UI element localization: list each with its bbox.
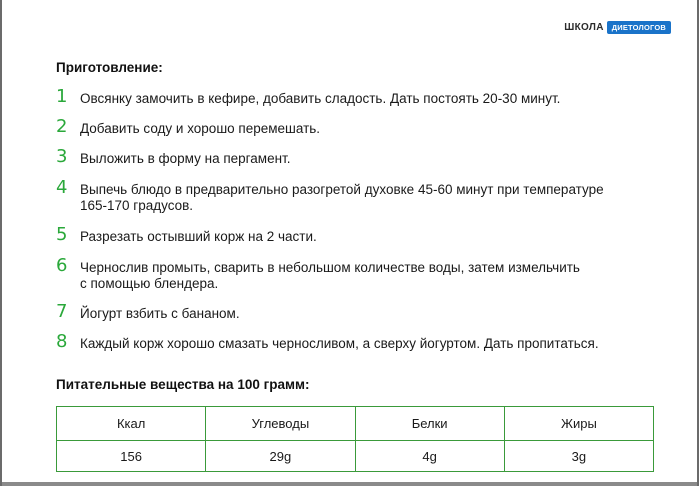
value-kcal: 156 bbox=[57, 441, 206, 472]
step-item bbox=[56, 148, 656, 167]
table-header-row bbox=[57, 407, 654, 441]
header-protein: Белки bbox=[355, 407, 504, 441]
step-item bbox=[56, 179, 656, 214]
step-item bbox=[56, 303, 656, 322]
preparation-title: Приготовление: bbox=[56, 60, 163, 75]
value-fat: 3g bbox=[504, 441, 653, 472]
step-text: Выложить в форму на пергамент. bbox=[80, 151, 291, 166]
nutrition-table bbox=[56, 406, 654, 472]
school-logo bbox=[564, 20, 671, 34]
header-carbs: Углеводы bbox=[206, 407, 355, 441]
step-text: Чернослив промыть, сварить в небольшом количестве воды, затем измельчить с помощью блендера. bbox=[80, 260, 580, 291]
step-number: 7 bbox=[56, 301, 68, 322]
logo-word: ШКОЛА bbox=[564, 21, 604, 33]
step-item bbox=[56, 257, 656, 292]
step-number: 3 bbox=[56, 146, 68, 167]
nutrition-title: Питательные вещества на 100 грамм: bbox=[56, 377, 310, 392]
step-number: 5 bbox=[56, 224, 68, 245]
step-number: 4 bbox=[56, 177, 68, 198]
step-text: Выпечь блюдо в предварительно разогретой духовке 45-60 минут при температуре 165-170 градусов. bbox=[80, 182, 604, 213]
step-number: 6 bbox=[56, 255, 68, 276]
step-number: 2 bbox=[56, 116, 68, 137]
step-text: Йогурт взбить с бананом. bbox=[80, 306, 240, 321]
step-item bbox=[56, 88, 656, 107]
step-text: Разрезать остывший корж на 2 части. bbox=[80, 229, 317, 244]
logo-tag: ДИЕТОЛОГОВ bbox=[607, 21, 671, 34]
step-text: Овсянку замочить в кефире, добавить сладость. Дать постоять 20-30 минут. bbox=[80, 91, 561, 106]
step-item bbox=[56, 226, 656, 245]
table-row bbox=[57, 441, 654, 472]
value-protein: 4g bbox=[355, 441, 504, 472]
step-item bbox=[56, 118, 656, 137]
step-text: Добавить соду и хорошо перемешать. bbox=[80, 121, 321, 136]
step-number: 1 bbox=[56, 86, 68, 107]
step-text: Каждый корж хорошо смазать черносливом, а сверху йогуртом. Дать пропитаться. bbox=[80, 336, 599, 351]
header-kcal: Ккал bbox=[57, 407, 206, 441]
header-fat: Жиры bbox=[504, 407, 653, 441]
step-item bbox=[56, 333, 656, 352]
page-bottom-border bbox=[2, 482, 697, 486]
step-number: 8 bbox=[56, 331, 68, 352]
value-carbs: 29g bbox=[206, 441, 355, 472]
